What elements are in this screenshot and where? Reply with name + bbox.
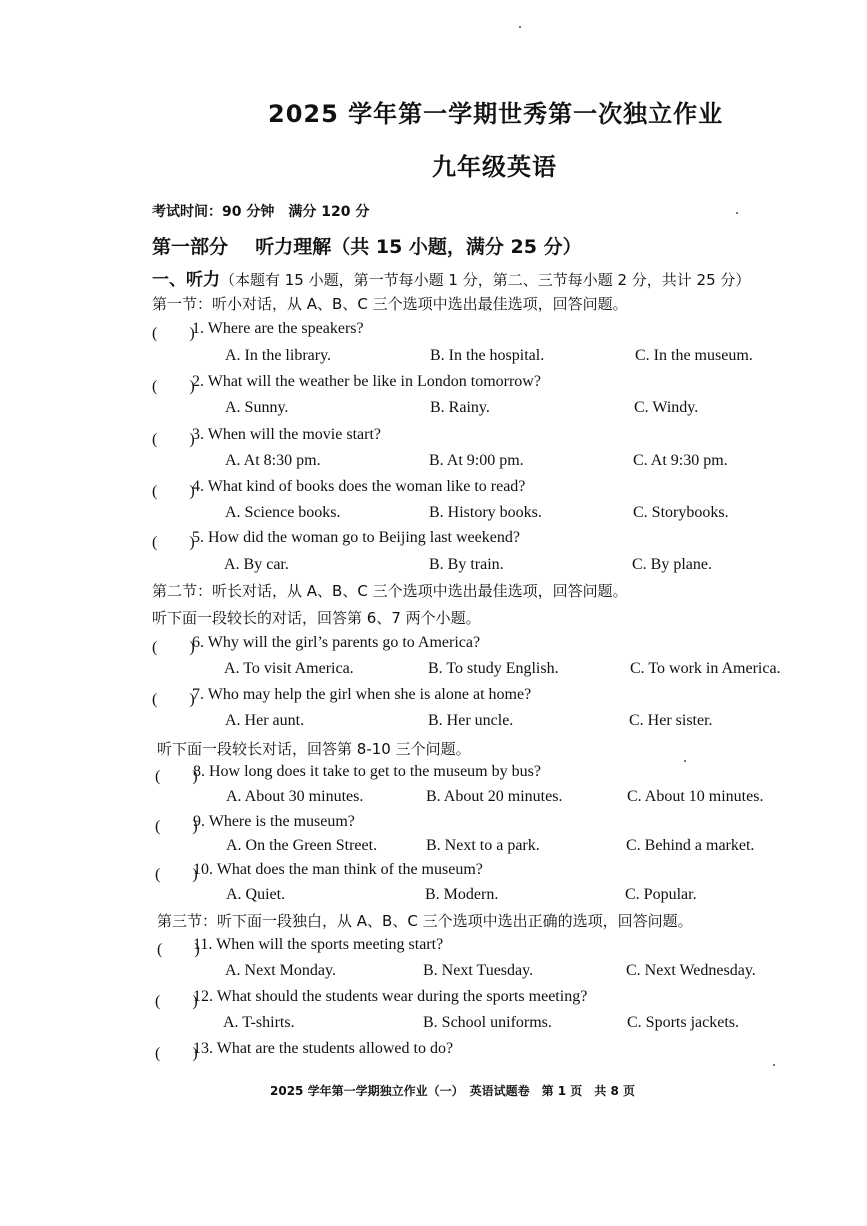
exam-info: 考试时间：90 分钟 满分 120 分 (152, 204, 370, 220)
answer-blank-1[interactable]: ( ) (152, 325, 195, 342)
question-5-option-b: B. By train. (429, 556, 504, 573)
question-13: 13. What are the students allowed to do? (193, 1040, 454, 1057)
question-3-option-b: B. At 9:00 pm. (429, 452, 524, 469)
listening-heading (152, 265, 750, 290)
question-9: 9. Where is the museum? (193, 813, 355, 830)
question-3-option-c: C. At 9:30 pm. (633, 452, 728, 469)
answer-blank-6[interactable]: ( ) (152, 639, 195, 656)
part1-heading-title: 听力理解（共 15 小题，满分 25 分） (255, 236, 582, 258)
question-4-option-a: A. Science books. (225, 504, 341, 521)
question-11-option-b: B. Next Tuesday. (423, 962, 534, 979)
question-9-option-c: C. Behind a market. (626, 837, 755, 854)
question-12: 12. What should the students wear during the sports meeting? (193, 988, 588, 1005)
question-7-option-c: C. Her sister. (629, 712, 713, 729)
answer-blank-9[interactable]: ( ) (155, 818, 198, 835)
question-7-option-b: B. Her uncle. (428, 712, 514, 729)
page-footer: 2025 学年第一学期独立作业（一） 英语试题卷 第 1 页 共 8 页 (270, 1084, 635, 1098)
question-10: 10. What does the man think of the museum? (193, 861, 483, 878)
scan-speck (773, 1064, 775, 1066)
question-2: 2. What will the weather be like in London tomorrow? (192, 373, 541, 390)
question-8-option-a: A. About 30 minutes. (226, 788, 364, 805)
question-8: 8. How long does it take to get to the museum by bus? (193, 763, 541, 780)
question-5-option-a: A. By car. (224, 556, 289, 573)
answer-blank-3[interactable]: ( ) (152, 431, 195, 448)
part1-heading (152, 232, 582, 259)
dialog1-note: 听下面一段较长的对话，回答第 6、7 两个小题。 (152, 609, 481, 627)
question-10-option-a: A. Quiet. (226, 886, 286, 903)
page-subtitle: 九年级英语 (432, 153, 557, 181)
question-2-option-c: C. Windy. (634, 399, 699, 416)
question-10-option-b: B. Modern. (425, 886, 499, 903)
answer-blank-4[interactable]: ( ) (152, 483, 195, 500)
dialog2-note: 听下面一段较长对话，回答第 8-10 三个问题。 (157, 740, 471, 758)
question-7-option-a: A. Her aunt. (225, 712, 305, 729)
answer-blank-5[interactable]: ( ) (152, 534, 195, 551)
scan-speck (736, 212, 738, 214)
question-3: 3. When will the movie start? (192, 426, 381, 443)
question-2-option-a: A. Sunny. (225, 399, 289, 416)
question-9-option-b: B. Next to a park. (426, 837, 540, 854)
question-6-option-a: A. To visit America. (224, 660, 354, 677)
question-2-option-b: B. Rainy. (430, 399, 490, 416)
question-1: 1. Where are the speakers? (192, 320, 364, 337)
question-1-option-c: C. In the museum. (635, 347, 753, 364)
question-3-option-a: A. At 8:30 pm. (225, 452, 321, 469)
question-6-option-c: C. To work in America. (630, 660, 781, 677)
question-8-option-b: B. About 20 minutes. (426, 788, 563, 805)
question-11-option-a: A. Next Monday. (225, 962, 336, 979)
question-8-option-c: C. About 10 minutes. (627, 788, 764, 805)
answer-blank-10[interactable]: ( ) (155, 866, 198, 883)
listening-heading-label: 一、听力 (152, 270, 220, 290)
question-9-option-a: A. On the Green Street. (226, 837, 378, 854)
question-1-option-b: B. In the hospital. (430, 347, 545, 364)
question-5: 5. How did the woman go to Beijing last weekend? (192, 529, 520, 546)
question-12-option-c: C. Sports jackets. (627, 1014, 739, 1031)
answer-blank-11[interactable]: ( ) (157, 941, 200, 958)
section1-instruction: 第一节：听小对话，从 A、B、C 三个选项中选出最佳选项，回答问题。 (152, 295, 628, 313)
scan-speck (684, 760, 686, 762)
question-11: 11. When will the sports meeting start? (193, 936, 444, 953)
question-1-option-a: A. In the library. (225, 347, 332, 364)
question-6: 6. Why will the girl’s parents go to America? (192, 634, 481, 651)
question-10-option-c: C. Popular. (625, 886, 697, 903)
answer-blank-2[interactable]: ( ) (152, 378, 195, 395)
answer-blank-12[interactable]: ( ) (155, 993, 198, 1010)
question-6-option-b: B. To study English. (428, 660, 559, 677)
answer-blank-8[interactable]: ( ) (155, 768, 198, 785)
question-4-option-c: C. Storybooks. (633, 504, 729, 521)
part1-heading-label: 第一部分 (152, 236, 229, 258)
scan-speck (519, 26, 521, 28)
answer-blank-13[interactable]: ( ) (155, 1045, 198, 1062)
section3-instruction: 第三节：听下面一段独白，从 A、B、C 三个选项中选出正确的选项，回答问题。 (157, 912, 693, 930)
question-11-option-c: C. Next Wednesday. (626, 962, 756, 979)
question-12-option-a: A. T-shirts. (223, 1014, 295, 1031)
page-title: 2025 学年第一学期世秀第一次独立作业 (268, 100, 724, 128)
section2-instruction: 第二节：听长对话，从 A、B、C 三个选项中选出最佳选项，回答问题。 (152, 582, 628, 600)
question-4: 4. What kind of books does the woman like to read? (192, 478, 526, 495)
question-7: 7. Who may help the girl when she is alone at home? (192, 686, 532, 703)
question-5-option-c: C. By plane. (632, 556, 712, 573)
listening-heading-note: （本题有 15 小题，第一节每小题 1 分，第二、三节每小题 2 分，共计 25 分） (220, 271, 751, 289)
answer-blank-7[interactable]: ( ) (152, 691, 195, 708)
question-12-option-b: B. School uniforms. (423, 1014, 552, 1031)
question-4-option-b: B. History books. (429, 504, 542, 521)
